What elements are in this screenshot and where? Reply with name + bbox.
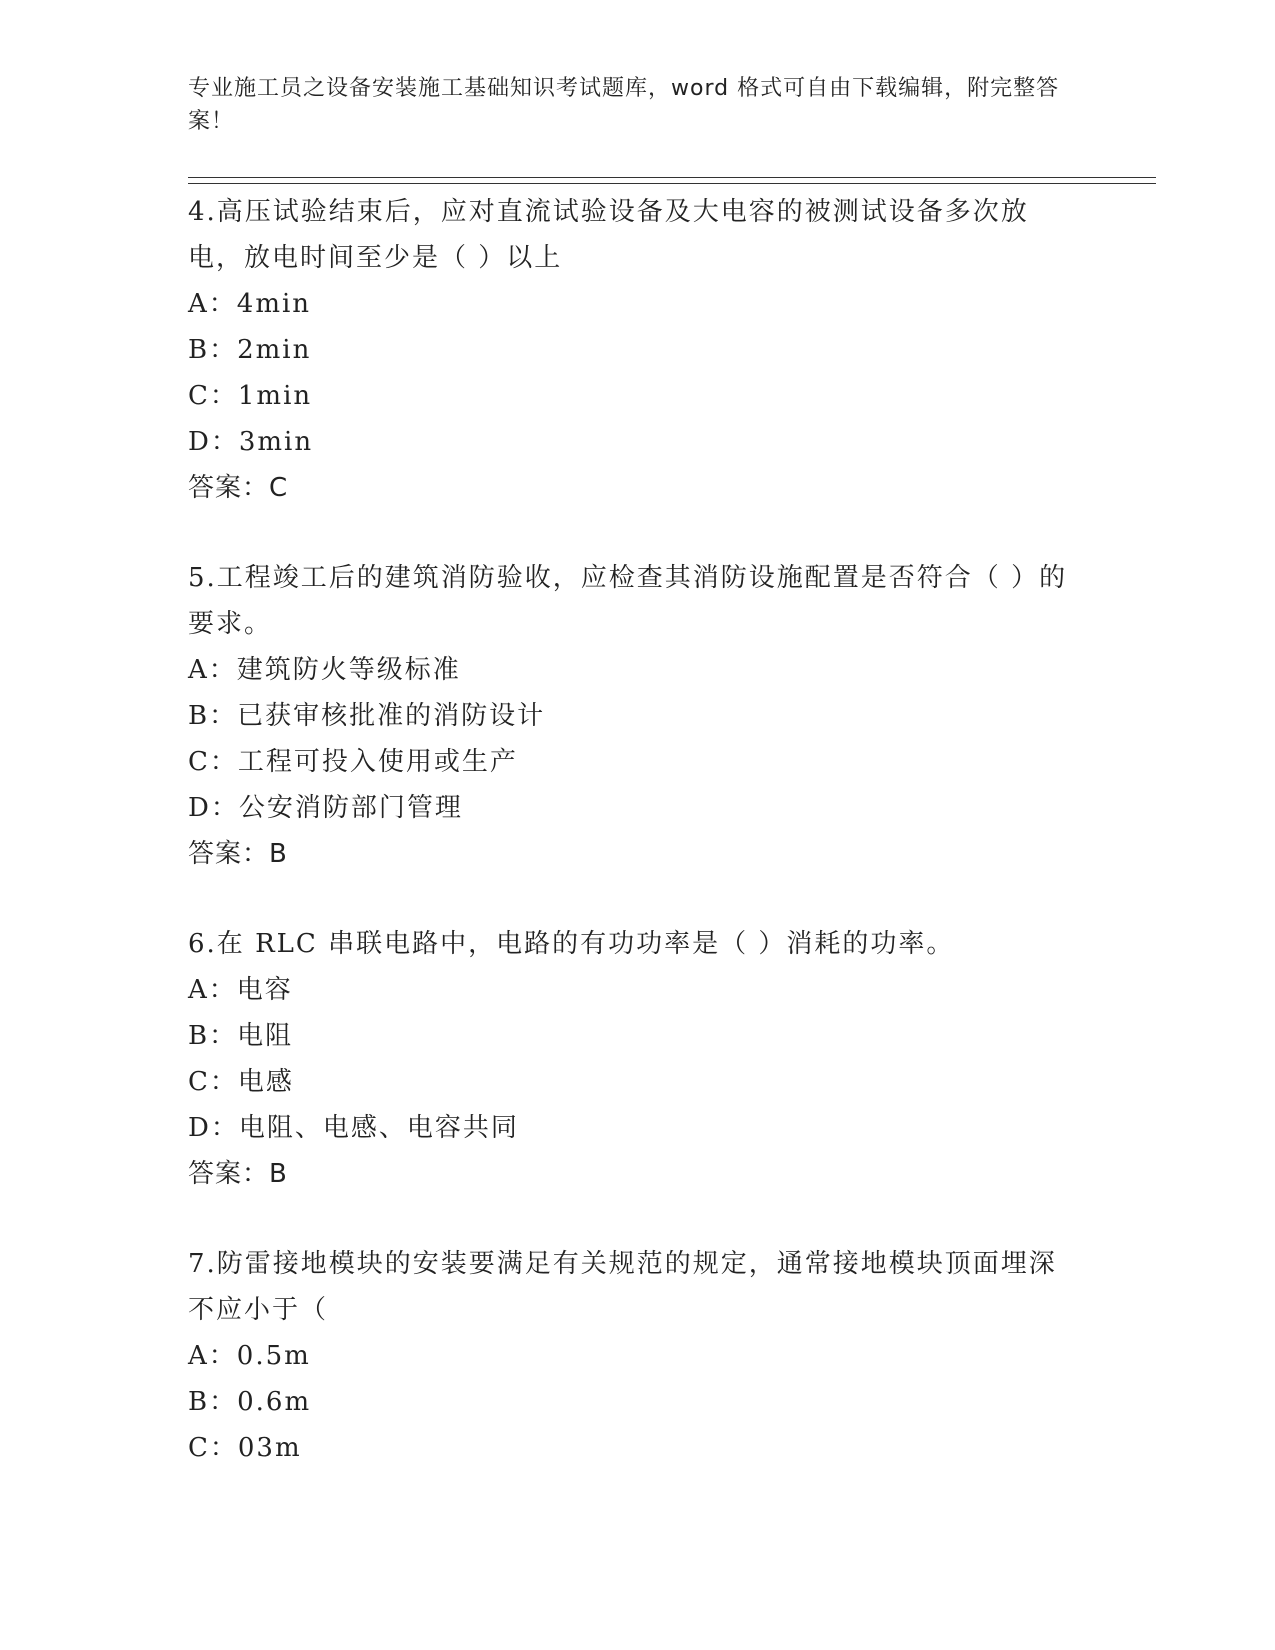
question-stem: 6.在 RLC 串联电路中，电路的有功功率是（ ）消耗的功率。	[188, 929, 955, 959]
option-c: C：1min	[188, 381, 313, 411]
header-divider-bottom	[188, 183, 1156, 184]
document-header: 专业施工员之设备安装施工基础知识考试题库，word 格式可自由下载编辑，附完整答案！	[188, 76, 1060, 134]
question-6	[188, 921, 1068, 1197]
option-d: D：电阻、电感、电容共同	[188, 1113, 519, 1143]
question-4	[188, 189, 1068, 511]
option-b: B：2min	[188, 335, 312, 365]
header-divider-top	[188, 177, 1156, 178]
option-a: A：建筑防火等级标准	[188, 655, 461, 685]
option-b: B：电阻	[188, 1021, 294, 1051]
question-stem: 5.工程竣工后的建筑消防验收，应检查其消防设施配置是否符合（ ）的要求。	[188, 563, 1068, 639]
question-stem: 4.高压试验结束后，应对直流试验设备及大电容的被测试设备多次放电，放电时间至少是（ ）以上	[188, 197, 1029, 273]
question-5	[188, 555, 1068, 877]
option-c: C：03m	[188, 1433, 302, 1463]
question-stem: 7.防雷接地模块的安装要满足有关规范的规定，通常接地模块顶面埋深不应小于（	[188, 1249, 1057, 1325]
option-d: D：公安消防部门管理	[188, 793, 463, 823]
option-a: A：电容	[188, 975, 293, 1005]
answer-line: 答案：C	[188, 473, 289, 503]
option-c: C：电感	[188, 1067, 294, 1097]
option-b: B：0.6m	[188, 1387, 312, 1417]
answer-line: 答案：B	[188, 839, 288, 869]
option-a: A：4min	[188, 289, 312, 319]
option-b: B：已获审核批准的消防设计	[188, 701, 546, 731]
option-a: A：0.5m	[188, 1341, 311, 1371]
option-d: D：3min	[188, 427, 314, 457]
option-c: C：工程可投入使用或生产	[188, 747, 518, 777]
answer-line: 答案：B	[188, 1159, 288, 1189]
question-7	[188, 1241, 1068, 1471]
